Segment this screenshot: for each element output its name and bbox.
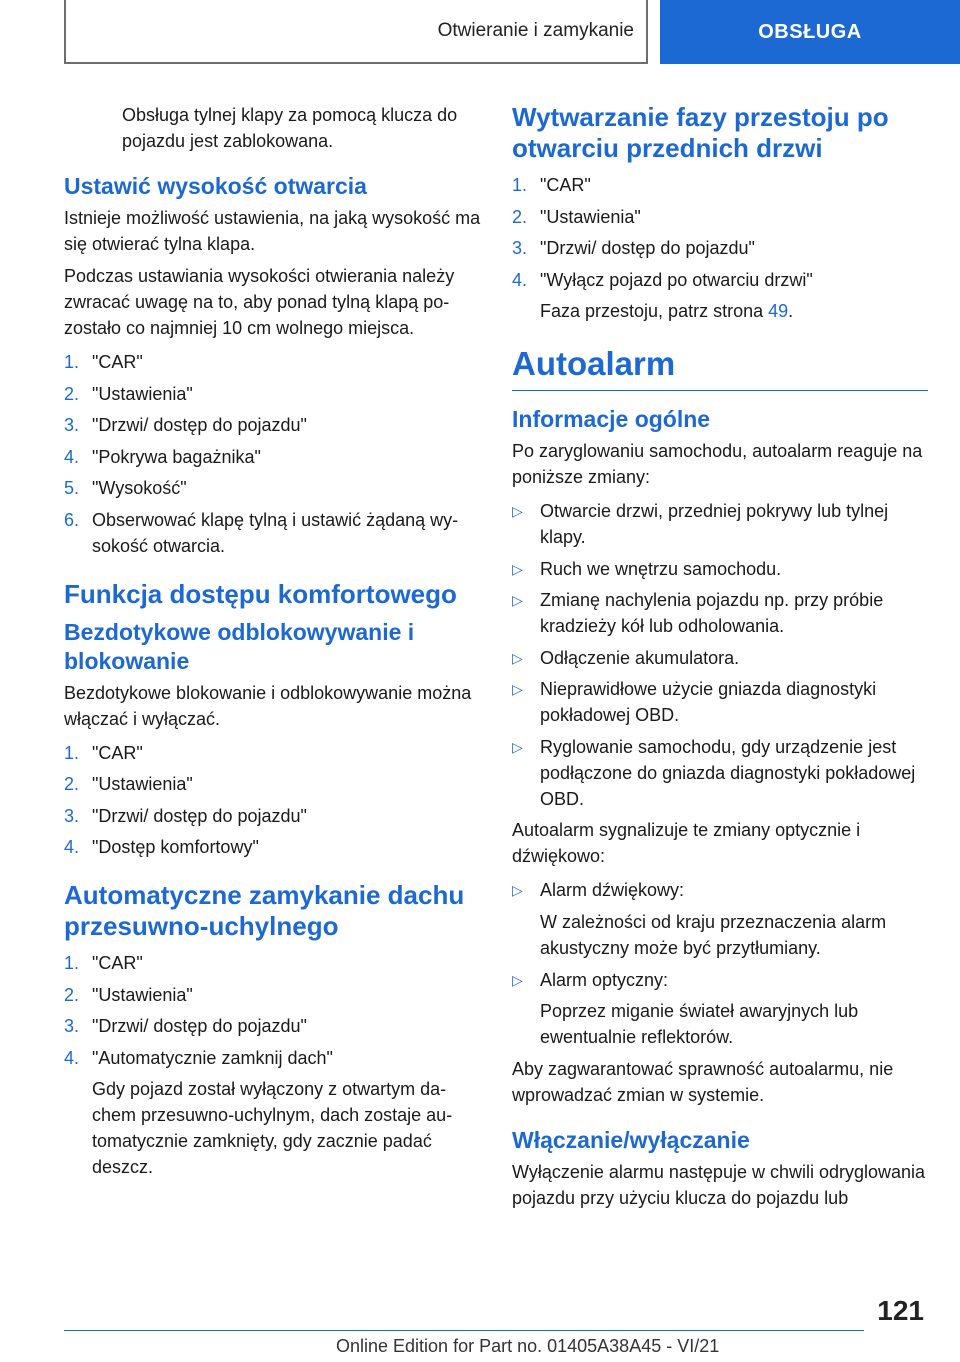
running-header <box>64 0 648 64</box>
triangle-right-icon: ▷ <box>512 882 523 898</box>
list-item: 2. "Ustawienia" <box>512 206 641 227</box>
list-item: 1. "CAR" <box>512 175 591 195</box>
triangle-right-icon: ▷ <box>512 738 523 755</box>
list-item: ▷ Nieprawidłowe użycie gniazda diagnostyki pokładowej OBD. <box>512 676 928 728</box>
triangle-right-icon: ▷ <box>512 971 523 988</box>
list-item: ▷ Zmianę nachylenia pojazdu np. przy próbie kradzieży kół lub odholowania. <box>512 587 928 639</box>
list-item: 5. "Wysokość" <box>64 478 187 498</box>
heading-auto-roof: Automatyczne zamykanie dachu przesuwno-uchylnego <box>64 880 465 941</box>
list-item: ▷ Ryglowanie samochodu, gdy urządzenie jest podłączone do gniazda diagnostyki pokładowej OBD. <box>512 734 928 812</box>
list-item: ▷ Alarm optyczny: <box>512 967 928 993</box>
chapter-heading-autoalarm: Autoalarm <box>512 344 928 391</box>
list-item: ▷ Odłączenie akumulatora. <box>512 645 928 671</box>
triangle-right-icon: ▷ <box>512 560 523 577</box>
list-item: 2. "Ustawienia" <box>64 383 193 404</box>
section-title: Otwieranie i zamykanie <box>437 20 634 41</box>
triangle-right-icon: ▷ <box>512 592 523 608</box>
paragraph: Po zaryglowaniu samochodu, autoalarm reaguje na poniższe zmiany: <box>512 441 923 487</box>
list-item: 4. "Wyłącz pojazd po otwarciu drzwi" <box>512 269 813 290</box>
list-item: 2. "Ustawienia" <box>64 774 193 794</box>
chapter-tab[interactable]: OBSŁUGA <box>660 0 960 64</box>
heading-standby: Wytwarzanie fazy przestoju po otwarciu przednich drzwi <box>512 102 889 163</box>
list-item: 4. "Pokrywa bagażnika" <box>64 446 261 467</box>
paragraph: Wyłączenie alarmu następuje w chwili odryglowania pojazdu przy użyciu klucza do pojazdu lub <box>512 1162 926 1208</box>
paragraph: Istnieje możliwość ustawienia, na jaką wysokość ma się otwierać tylna klapa. <box>64 208 481 254</box>
paragraph: Bezdotykowe blokowanie i odblokowywanie można włączać i wyłączać. <box>64 682 472 729</box>
intro-paragraph: Obsługa tylnej klapy za pomocą klucza do pojazdu jest zablokowana. <box>122 105 458 151</box>
right-column <box>512 102 928 1211</box>
list-item: 3. "Drzwi/ dostęp do pojazdu" <box>64 415 307 435</box>
footer-edition: Online Edition for Part no. 01405A38A45 - VI/21 <box>336 1336 720 1356</box>
paragraph: Aby zagwarantować sprawność autoalarmu, nie wprowadzać zmian w systemie. <box>512 1059 894 1105</box>
list-item: 4. "Dostęp komfortowy" <box>64 837 259 857</box>
list-item: ▷ Otwarcie drzwi, przedniej pokrywy lub tylnej klapy. <box>512 498 928 550</box>
list-item: 1. "CAR" <box>64 352 143 372</box>
list-item: ▷ Ruch we wnętrzu samochodu. <box>512 556 928 582</box>
bullet-note: Poprzez miganie świateł awaryjnych lub ewentualnie reflektorów. <box>540 1001 859 1047</box>
step-note: Faza przestoju, patrz strona 49. <box>540 301 794 321</box>
triangle-right-icon: ▷ <box>512 681 523 697</box>
bullet-note: W zależności od kraju przeznaczenia alarm akustyczny może być przytłumiany. <box>540 911 887 958</box>
heading-on-off: Włączanie/wyłączanie <box>512 1127 750 1153</box>
heading-contactless: Bezdotykowe odblokowywanie i blokowanie <box>64 618 415 674</box>
bullet-list <box>512 877 928 903</box>
page-link[interactable]: 49 <box>768 301 789 321</box>
list-item: ▷ Alarm dźwiękowy: <box>512 877 928 903</box>
footer-divider <box>64 1330 864 1331</box>
triangle-right-icon: ▷ <box>512 649 523 666</box>
heading-opening-height: Ustawić wysokość otwarcia <box>64 173 367 199</box>
heading-general-info: Informacje ogólne <box>512 406 711 432</box>
paragraph: Podczas ustawiania wysokości otwierania należy zwracać uwagę na to, aby ponad tylną klapą pozostało co najmniej 10 cm wolnego miejsca. <box>64 266 455 338</box>
list-item: 1. "CAR" <box>64 742 143 763</box>
list-item: 3. "Drzwi/ dostęp do pojazdu" <box>64 805 307 826</box>
steps-list <box>64 349 482 559</box>
list-item: 4. "Automatycznie zamknij dach" <box>64 1047 333 1068</box>
list-item: 2. "Ustawienia" <box>64 984 193 1005</box>
list-item: 3. "Drzwi/ dostęp do pojazdu" <box>512 238 755 258</box>
bullet-list <box>512 498 928 812</box>
triangle-right-icon: ▷ <box>512 503 523 519</box>
paragraph: Autoalarm sygnalizuje te zmiany optycznie i dźwiękowo: <box>512 820 861 866</box>
step-note: Gdy pojazd został wyłączony z otwartym dachem przesuwno-uchylnym, dach zostaje automatycznie zamknięty, gdy zacznie padać deszcz. <box>92 1079 453 1177</box>
list-item: 3. "Drzwi/ dostęp do pojazdu" <box>64 1016 307 1036</box>
list-item: 6. Obserwować klapę tylną i ustawić żądaną wysokość otwarcia. <box>64 509 459 556</box>
page-number: 121 <box>877 1295 924 1326</box>
bullet-list <box>512 967 928 993</box>
heading-comfort-access: Funkcja dostępu komfortowego <box>64 578 457 609</box>
steps-list <box>512 172 928 293</box>
list-item: 1. "CAR" <box>64 953 143 973</box>
steps-list <box>64 950 482 1071</box>
left-column <box>64 102 482 1186</box>
steps-list <box>64 740 482 861</box>
